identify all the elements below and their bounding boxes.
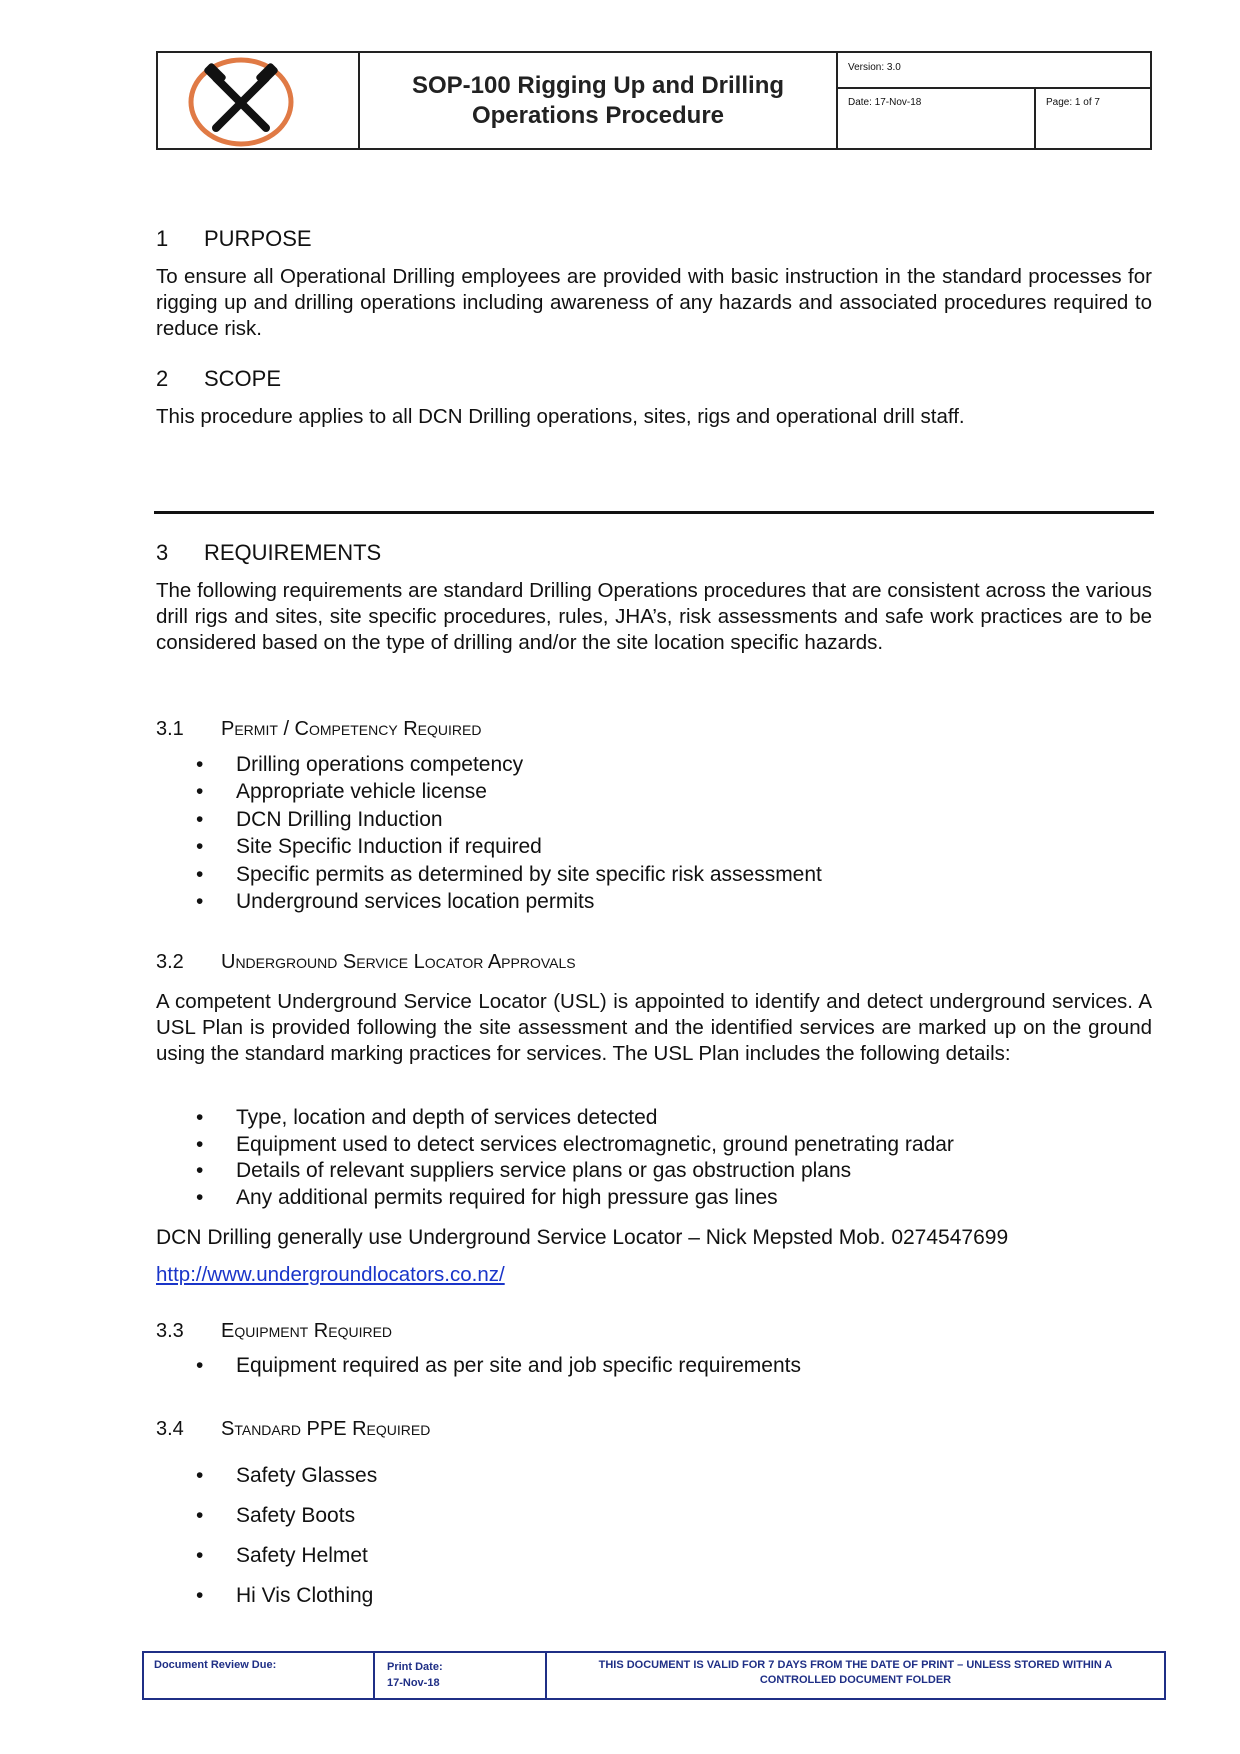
equipment-list [196,1354,801,1378]
document-title: SOP-100 Rigging Up and Drilling Operations Procedure [360,53,838,148]
list-item: • Details of relevant suppliers service plans or gas obstruction plans [196,1158,954,1185]
list-item: • Hi Vis Clothing [196,1576,377,1616]
date-label: Date: 17-Nov-18 [838,89,1036,148]
purpose-text: To ensure all Operational Drilling employees are provided with basic instruction in the standard processes for rigging up and drilling operations including awareness of any hazards and associated procedures required to reduce risk. [156,265,1152,340]
usl-details-list [196,1105,954,1211]
section-number: 1 [156,226,169,251]
subsection-number: 3.2 [156,951,184,973]
subsection-number: 3.3 [156,1320,184,1342]
list-item: • Underground services location permits [196,888,822,915]
scope-heading [156,366,281,392]
subsection-3-4-heading [156,1418,430,1441]
print-date-label: Print Date: [387,1661,443,1673]
section-title: PURPOSE [204,226,312,251]
list-item: • Drilling operations competency [196,751,822,778]
list-item: • Safety Glasses [196,1456,377,1496]
version-label: Version: 3.0 [838,53,1150,89]
document-header [156,51,1152,150]
subsection-number: 3.4 [156,1418,184,1440]
print-date-cell [375,1653,547,1698]
usl-text: A competent Underground Service Locator (USL) is appointed to identify and detect underground services. A USL Plan is provided following the site assessment and the identified services are marked up on the ground using the standard marking practices for services. The USL Plan includes the following details: [156,990,1152,1065]
usl-contact: DCN Drilling generally use Underground Service Locator – Nick Mepsted Mob. 0274547699 [156,1226,1009,1249]
usl-website-link[interactable]: http://www.undergroundlocators.co.nz/ [156,1263,505,1286]
subsection-3-2-heading [156,951,576,974]
section-number: 3 [156,540,169,565]
subsection-title: Underground Service Locator Approvals [221,951,576,973]
subsection-title: Standard PPE Required [221,1418,431,1440]
list-item: • Site Specific Induction if required [196,833,822,860]
ppe-list [196,1456,377,1616]
logo-cell [158,53,360,148]
list-item: • Safety Helmet [196,1536,377,1576]
subsection-3-1-heading [156,718,481,741]
list-item: • Safety Boots [196,1496,377,1536]
permit-list [196,751,822,915]
document-footer [142,1651,1166,1700]
page-label: Page: 1 of 7 [1046,97,1100,108]
section-number: 2 [156,366,169,391]
list-item: • Equipment required as per site and job specific requirements [196,1354,801,1378]
requirements-heading [156,540,381,566]
list-item: • Appropriate vehicle license [196,778,822,805]
list-item: • Specific permits as determined by site specific risk assessment [196,861,822,888]
list-item: • Type, location and depth of services detected [196,1105,954,1132]
subsection-title: Equipment Required [221,1320,393,1342]
scope-text: This procedure applies to all DCN Drilling operations, sites, rigs and operational drill staff. [156,405,965,428]
section-title: REQUIREMENTS [204,540,382,565]
subsection-title: Permit / Competency Required [221,718,482,740]
print-date-value: 17-Nov-18 [387,1677,440,1689]
list-item: • DCN Drilling Induction [196,806,822,833]
requirements-text: The following requirements are standard Drilling Operations procedures that are consistent across the various drill rigs and sites, site specific procedures, rules, JHA’s, risk assessments and safe work practices are to be considered based on the type of drilling and/or the site location specific hazards. [156,579,1152,654]
subsection-3-3-heading [156,1320,392,1343]
purpose-heading [156,226,312,252]
review-due-label: Document Review Due: [144,1653,375,1698]
subsection-number: 3.1 [156,718,184,740]
list-item: • Equipment used to detect services electromagnetic, ground penetrating radar [196,1132,954,1159]
document-meta [838,53,1150,148]
validity-notice: THIS DOCUMENT IS VALID FOR 7 DAYS FROM THE DATE OF PRINT – UNLESS STORED WITHIN A CONTROLLED DOCUMENT FOLDER [598,1659,1113,1686]
section-title: SCOPE [204,366,282,391]
list-item: • Any additional permits required for high pressure gas lines [196,1185,954,1212]
company-logo-icon [186,56,296,148]
section-divider [154,511,1154,514]
